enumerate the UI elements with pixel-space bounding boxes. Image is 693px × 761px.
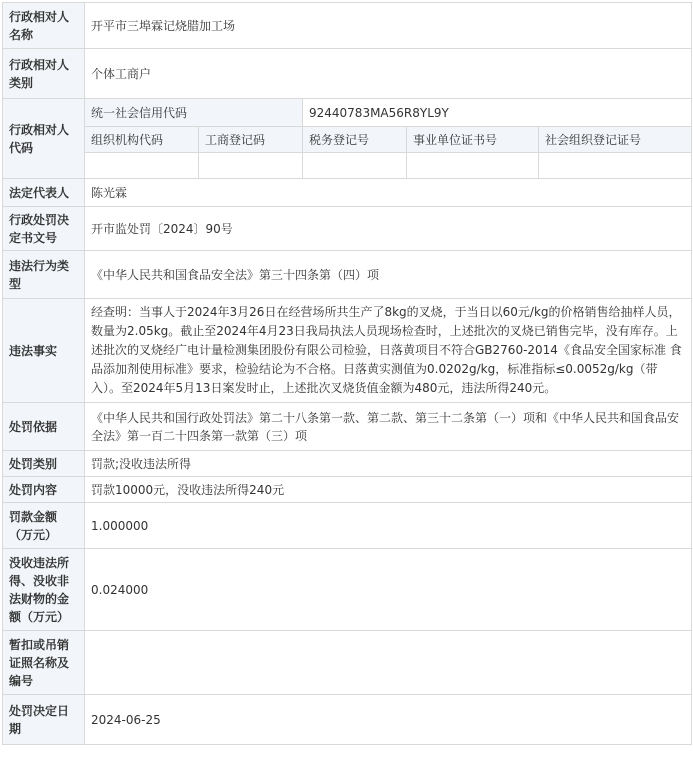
row-decision-no	[3, 207, 692, 251]
row-license	[3, 631, 692, 695]
penalty-type-label: 处罚类别	[3, 451, 85, 477]
org-code-label: 组织机构代码	[85, 127, 199, 153]
legal-rep-label: 法定代表人	[3, 179, 85, 207]
inst-cert-label: 事业单位证书号	[407, 127, 539, 153]
row-name	[3, 3, 692, 49]
row-code-values	[3, 153, 692, 179]
code-label: 行政相对人代码	[3, 99, 85, 179]
row-confiscated	[3, 549, 692, 631]
row-date	[3, 695, 692, 745]
category-value: 个体工商户	[85, 49, 692, 99]
uscc-label: 统一社会信用代码	[85, 99, 303, 127]
penalty-type-value: 罚款;没收违法所得	[85, 451, 692, 477]
basis-label: 处罚依据	[3, 403, 85, 451]
row-penalty-type	[3, 451, 692, 477]
fine-value: 1.000000	[85, 503, 692, 549]
decision-no-label: 行政处罚决定书文号	[3, 207, 85, 251]
date-label: 处罚决定日期	[3, 695, 85, 745]
date-value: 2024-06-25	[85, 695, 692, 745]
category-label: 行政相对人类别	[3, 49, 85, 99]
penalty-content-label: 处罚内容	[3, 477, 85, 503]
row-uscc	[3, 99, 692, 127]
facts-label: 违法事实	[3, 299, 85, 403]
license-label: 暂扣或吊销证照名称及编号	[3, 631, 85, 695]
penalty-info-table	[2, 2, 692, 745]
row-fine	[3, 503, 692, 549]
license-value	[85, 631, 692, 695]
row-facts	[3, 299, 692, 403]
fine-label: 罚款金额（万元）	[3, 503, 85, 549]
row-basis	[3, 403, 692, 451]
uscc-value: 92440783MA56R8YL9Y	[303, 99, 692, 127]
biz-reg-label: 工商登记码	[199, 127, 303, 153]
social-org-label: 社会组织登记证号	[539, 127, 692, 153]
name-label: 行政相对人名称	[3, 3, 85, 49]
violation-type-label: 违法行为类型	[3, 251, 85, 299]
name-value: 开平市三埠霖记烧腊加工场	[85, 3, 692, 49]
tax-reg-value	[303, 153, 407, 179]
row-category	[3, 49, 692, 99]
row-code-headers	[3, 127, 692, 153]
legal-rep-value: 陈光霖	[85, 179, 692, 207]
row-violation-type	[3, 251, 692, 299]
facts-value: 经查明：当事人于2024年3月26日在经营场所共生产了8kg的叉烧，于当日以60元/kg的价格销售给抽样人员，数量为2.05kg。截止至2024年4月23日我局执法人员现场检查时，上述批次的叉烧已销售完毕，没有库存。上述批次的叉烧经广电计量检测集团股份有限公司检验，日落黄项目不符合GB2760-2014《食品安全国家标准 食品添加剂使用标准》要求，检验结论为不合格。日落黄实测值为0.0202g/kg，标准指标≤0.0052g/kg（带入）。至2024年5月13日案发时止，上述批次叉烧货值金额为480元，违法所得240元。	[85, 299, 692, 403]
decision-no-value: 开市监处罚〔2024〕90号	[85, 207, 692, 251]
tax-reg-label: 税务登记号	[303, 127, 407, 153]
penalty-content-value: 罚款10000元，没收违法所得240元	[85, 477, 692, 503]
basis-value: 《中华人民共和国行政处罚法》第二十八条第一款、第二款、第三十二条第（一）项和《中华人民共和国食品安全法》第一百二十四条第一款第（三）项	[85, 403, 692, 451]
biz-reg-value	[199, 153, 303, 179]
confiscated-value: 0.024000	[85, 549, 692, 631]
social-org-value	[539, 153, 692, 179]
inst-cert-value	[407, 153, 539, 179]
row-penalty-content	[3, 477, 692, 503]
violation-type-value: 《中华人民共和国食品安全法》第三十四条第（四）项	[85, 251, 692, 299]
confiscated-label: 没收违法所得、没收非法财物的金额（万元）	[3, 549, 85, 631]
row-legal-rep	[3, 179, 692, 207]
org-code-value	[85, 153, 199, 179]
